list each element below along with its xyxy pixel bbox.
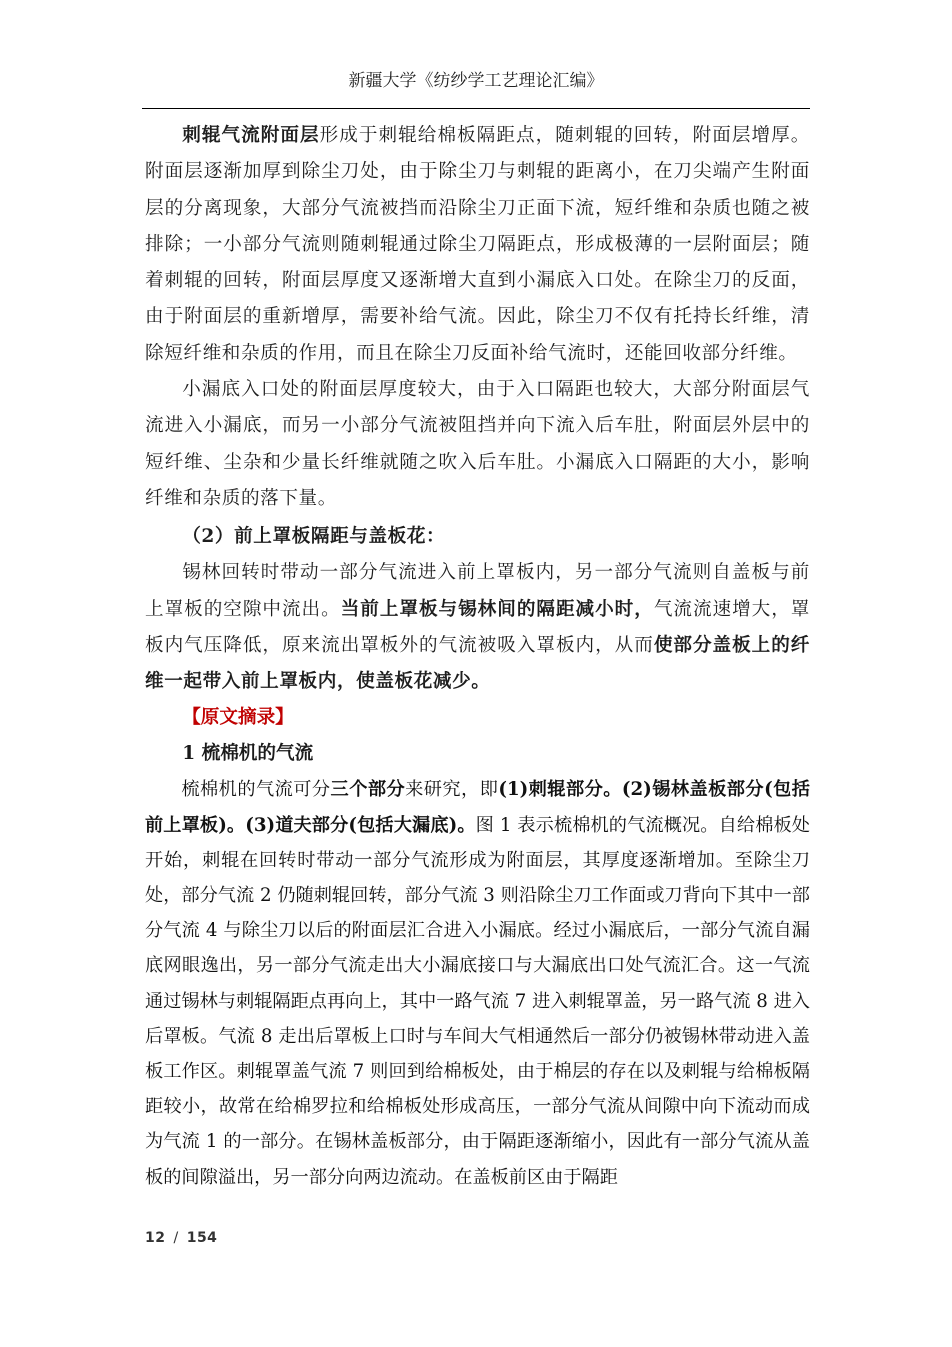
section-heading: 1 梳棉机的气流 bbox=[182, 743, 314, 765]
paragraph-text: 气流流速增大，罩板内气压降低，原来流出罩板外的气流被吸入罩板内，从而 bbox=[145, 598, 810, 656]
page-separator: / bbox=[173, 1230, 179, 1246]
subheading-front-cover-plate: （2）前上罩板隔距与盖板花： bbox=[182, 526, 446, 548]
paragraph-front-cover-plate bbox=[145, 555, 810, 700]
paragraph-carding-airflow bbox=[145, 772, 810, 1194]
paragraph-licker-in-boundary-layer bbox=[145, 118, 810, 372]
page-header-title: 新疆大学《纺纱学工艺理论汇编》 bbox=[348, 71, 604, 91]
paragraph-text: 图 1 表示梳棉机的气流概况。自给棉板处开始，刺辊在回转时带动一部分气流形成为附面层，其厚度逐渐增加。至除尘刀处，部分气流 2 仍随刺辊回转，部分气流 3 则沿除尘刀工作面或刀背向下其中一部分气流 4 与除尘刀以后的附面层汇合进入小漏底。经过小漏底后，一部分气流自漏底网眼逸出，另一部分气流走出大小漏底接口与大漏底出口处气流汇合。这一气流通过锡林与刺辊隔距点再向上，其中一路气流 7 进入刺辊罩盖，另一路气流 8 进入后罩板。气流 8 走出后罩板上口时与车间大气相通然后一部分仍被锡林带动进入盖板工作区。刺辊罩盖气流 7 则回到给棉板处，由于棉层的存在以及刺辊与给棉板隔距较小，故常在给棉罗拉和给棉板处形成高压，一部分气流从间隙中向下流动而成为气流 1 的一部分。在锡林盖板部分，由于隔距逐渐缩小，因此有一部分气流从盖板的间隙溢出，另一部分向两边流动。在盖板前区由于隔距 bbox=[145, 814, 810, 1188]
paragraph-text: 梳棉机的气流可分 bbox=[181, 779, 331, 801]
paragraph-text: 锡林回转时带动一部分气流进入前上罩板内，另一部分气流则自盖板与前上罩板的空隙中流出。 bbox=[145, 562, 810, 620]
paragraph-text: 形成于刺辊给棉板隔距点，随刺辊的回转，附面层增厚。附面层逐渐加厚到除尘刀处，由于除尘刀与刺辊的距离小，在刀尖端产生附面层的分离现象，大部分气流被挡而沿除尘刀正面下流，短纤维和杂质也随之被排除；一小部分气流则随刺辊通过除尘刀隔距点，形成极薄的一层附面层；随着刺辊的回转，附面层厚度又逐渐增大直到小漏底入口处。在除尘刀的反面，由于附面层的重新增厚，需要补给气流。因此，除尘刀不仅有托持长纤维，清除短纤维和杂质的作用，而且在除尘刀反面补给气流时，还能回收部分纤维。 bbox=[145, 125, 810, 364]
paragraph-undercasing-inlet: 小漏底入口处的附面层厚度较大，由于入口隔距也较大，大部分附面层气流进入小漏底，而另一小部分气流被阻挡并向下流入后车肚，附面层外层中的短纤维、尘杂和少量长纤维就随之吹入后车肚。小漏底入口隔距的大小，影响纤维和杂质的落下量。 bbox=[145, 379, 810, 509]
paragraph-bold-phrase: 使部分盖板上的纤维一起带入前上罩板内，使盖板花减少。 bbox=[145, 634, 810, 693]
paragraph-lead-term: 刺辊气流附面层 bbox=[182, 125, 320, 146]
paragraph-bold-phrase: 三个部分 bbox=[330, 779, 406, 801]
excerpt-tag: 【原文摘录】 bbox=[182, 707, 294, 729]
page-body bbox=[145, 118, 810, 1195]
paragraph-bold-phrase: (1)刺辊部分。(2)锡林盖板部分(包括前上罩板)。(3)道夫部分(包括大漏底)。 bbox=[145, 779, 810, 836]
current-page: 12 bbox=[145, 1230, 166, 1246]
paragraph-bold-phrase: 当前上罩板与锡林间的隔距减小时， bbox=[340, 598, 654, 620]
paragraph-text: 来研究，即 bbox=[405, 779, 499, 801]
page-number bbox=[145, 1230, 217, 1246]
header-rule bbox=[142, 108, 810, 109]
total-pages: 154 bbox=[186, 1230, 218, 1246]
